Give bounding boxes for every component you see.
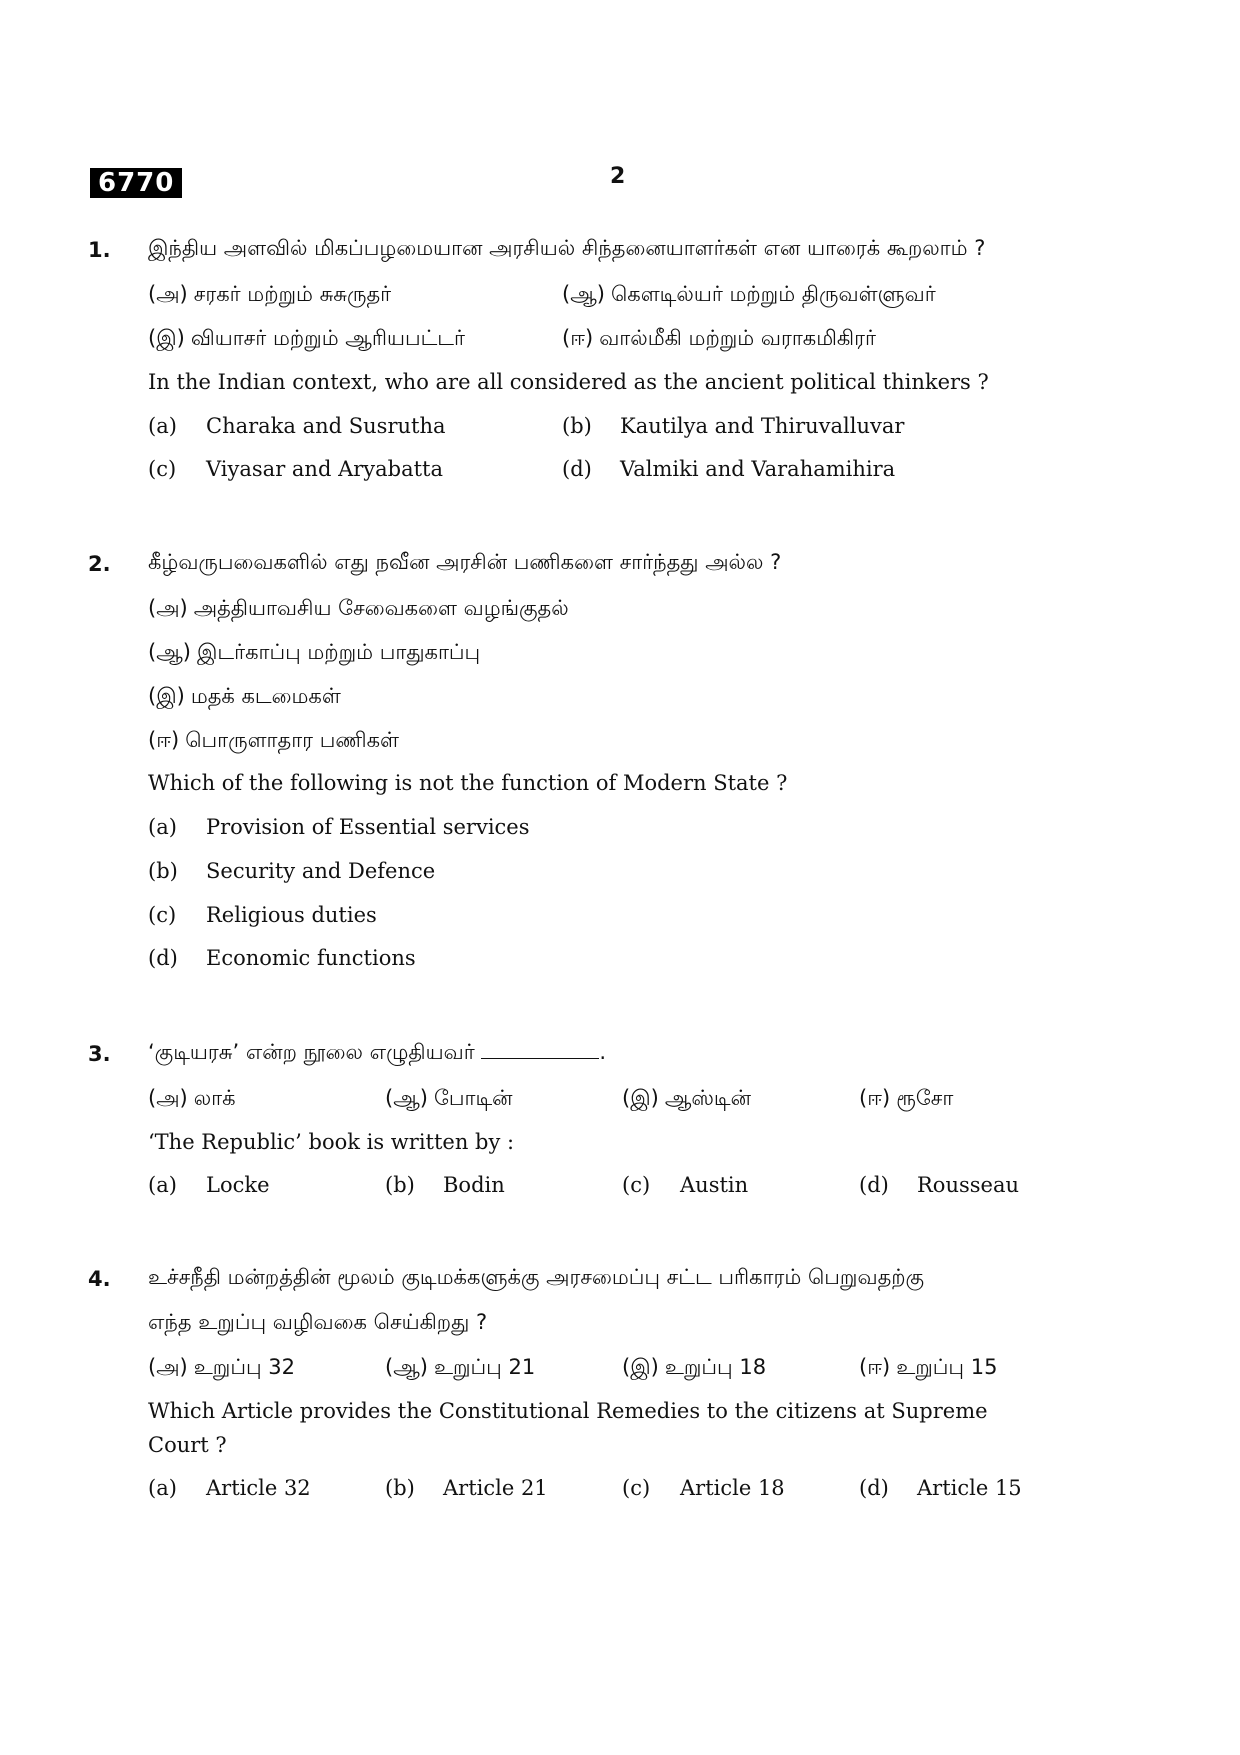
question-number: 3. (88, 1042, 111, 1066)
option-text: இடர்காப்பு மற்றும் பாதுகாப்பு (196, 640, 481, 664)
option-text: உறுப்பு 15 (896, 1355, 998, 1379)
option-label: (b) (385, 1476, 415, 1500)
option-c-tamil (622, 1086, 751, 1113)
option-text: ஆஸ்டின் (664, 1086, 752, 1110)
option-text: Article 32 (206, 1476, 311, 1500)
option-label: (இ) (148, 326, 185, 350)
option-c-english (622, 1476, 785, 1500)
option-c-english (148, 457, 443, 481)
question-text-tamil: இந்திய அளவில் மிகப்பழமையான அரசியல் சிந்தனையாளர்கள் என யாரைக் கூறலாம் ? (148, 236, 986, 260)
option-text: Security and Defence (206, 859, 436, 883)
option-label: (d) (859, 1476, 889, 1500)
option-b-tamil (385, 1086, 513, 1113)
page-number: 2 (610, 164, 626, 189)
option-b-english (385, 1173, 505, 1197)
option-text: சரகர் மற்றும் சுசுருதர் (193, 282, 392, 306)
option-d-english (859, 1476, 1022, 1500)
option-label: (d) (859, 1173, 889, 1197)
question-number: 1. (88, 238, 111, 262)
option-b-tamil (385, 1355, 535, 1382)
option-c-english (148, 903, 377, 927)
option-label: (a) (148, 1476, 177, 1500)
option-a-tamil (148, 1086, 236, 1113)
option-c-english (622, 1173, 748, 1197)
question-text: ‘குடியரசு’ என்ற நூலை எழுதியவர் (148, 1040, 475, 1064)
option-text: Article 21 (443, 1476, 548, 1500)
option-label: (ஈ) (562, 326, 594, 350)
option-label: (அ) (148, 282, 188, 306)
question-text-english-line-1: Which Article provides the Constitutional Remedies to the citizens at Supreme (148, 1399, 988, 1423)
option-text: Economic functions (206, 946, 416, 970)
question-text-tamil (148, 1040, 606, 1067)
question-number: 2. (88, 552, 111, 576)
option-text: Rousseau (917, 1173, 1020, 1197)
option-label: (c) (148, 903, 177, 927)
option-label: (ஆ) (562, 282, 605, 306)
option-label: (a) (148, 1173, 177, 1197)
option-label: (அ) (148, 1355, 188, 1379)
option-text: Article 18 (680, 1476, 785, 1500)
option-text: மதக் கடமைகள் (190, 684, 341, 708)
answer-blank (481, 1040, 599, 1059)
option-label: (ஈ) (148, 728, 180, 752)
option-label: (அ) (148, 596, 188, 620)
option-d-tamil (859, 1086, 953, 1113)
option-c-tamil (148, 326, 465, 353)
option-text: Charaka and Susrutha (206, 414, 446, 438)
option-d-tamil (859, 1355, 997, 1382)
option-a-tamil (148, 596, 569, 623)
question-text-english: Which of the following is not the function of Modern State ? (148, 771, 788, 795)
option-text: ரூசோ (896, 1086, 954, 1110)
option-d-english (562, 457, 895, 481)
option-a-tamil (148, 282, 391, 309)
option-b-tamil (148, 640, 480, 667)
option-d-tamil (148, 728, 399, 755)
option-text: Austin (680, 1173, 749, 1197)
option-text: Religious duties (206, 903, 377, 927)
question-text-tamil-line-1: உச்சநீதி மன்றத்தின் மூலம் குடிமக்களுக்கு அரசமைப்பு சட்ட பரிகாரம் பெறுவதற்கு (148, 1265, 925, 1289)
option-text: Provision of Essential services (206, 815, 530, 839)
option-text: பொருளாதார பணிகள் (185, 728, 399, 752)
option-a-tamil (148, 1355, 295, 1382)
option-text: Bodin (443, 1173, 505, 1197)
question-text-tamil: கீழ்வருபவைகளில் எது நவீன அரசின் பணிகளை சார்ந்தது அல்ல ? (148, 550, 782, 574)
option-label: (ஆ) (148, 640, 191, 664)
question-text-english-line-2: Court ? (148, 1433, 227, 1457)
option-label: (d) (562, 457, 592, 481)
option-label: (a) (148, 414, 177, 438)
option-label: (இ) (622, 1086, 659, 1110)
option-d-english (148, 946, 416, 970)
option-text: Valmiki and Varahamihira (620, 457, 896, 481)
option-c-tamil (622, 1355, 766, 1382)
question-number: 4. (88, 1267, 111, 1291)
option-label: (அ) (148, 1086, 188, 1110)
option-label: (b) (385, 1173, 415, 1197)
option-label: (ஈ) (859, 1086, 891, 1110)
option-text: Kautilya and Thiruvalluvar (620, 414, 905, 438)
option-text: Viyasar and Aryabatta (206, 457, 444, 481)
option-a-english (148, 414, 446, 438)
option-b-tamil (562, 282, 936, 309)
option-a-english (148, 1476, 311, 1500)
option-text: போடின் (433, 1086, 513, 1110)
option-b-english (562, 414, 904, 438)
option-label: (ஆ) (385, 1355, 428, 1379)
option-label: (இ) (148, 684, 185, 708)
option-label: (d) (148, 946, 178, 970)
option-text: அத்தியாவசிய சேவைகளை வழங்குதல் (193, 596, 569, 620)
option-text: கௌடில்யர் மற்றும் திருவள்ளுவர் (610, 282, 936, 306)
question-suffix: . (599, 1040, 607, 1064)
option-label: (c) (148, 457, 177, 481)
option-text: உறுப்பு 32 (193, 1355, 295, 1379)
option-label: (c) (622, 1173, 651, 1197)
option-text: வியாசர் மற்றும் ஆரியபட்டர் (190, 326, 465, 350)
option-text: உறுப்பு 21 (433, 1355, 536, 1379)
question-text-english: In the Indian context, who are all considered as the ancient political thinkers ? (148, 370, 989, 394)
option-label: (b) (562, 414, 592, 438)
option-text: லாக் (193, 1086, 236, 1110)
option-label: (ஈ) (859, 1355, 891, 1379)
option-label: (c) (622, 1476, 651, 1500)
option-b-english (385, 1476, 548, 1500)
option-label: (b) (148, 859, 178, 883)
option-text: Locke (206, 1173, 270, 1197)
option-d-tamil (562, 326, 876, 353)
option-c-tamil (148, 684, 341, 711)
option-b-english (148, 859, 435, 883)
option-label: (இ) (622, 1355, 659, 1379)
option-label: (a) (148, 815, 177, 839)
paper-code: 6770 (90, 168, 182, 198)
option-text: வால்மீகி மற்றும் வராகமிகிரர் (599, 326, 876, 350)
option-a-english (148, 815, 530, 839)
option-text: உறுப்பு 18 (664, 1355, 767, 1379)
question-text-tamil-line-2: எந்த உறுப்பு வழிவகை செய்கிறது ? (148, 1310, 488, 1334)
option-text: Article 15 (917, 1476, 1022, 1500)
option-label: (ஆ) (385, 1086, 428, 1110)
question-text-english: ‘The Republic’ book is written by : (148, 1130, 515, 1154)
option-a-english (148, 1173, 270, 1197)
option-d-english (859, 1173, 1019, 1197)
